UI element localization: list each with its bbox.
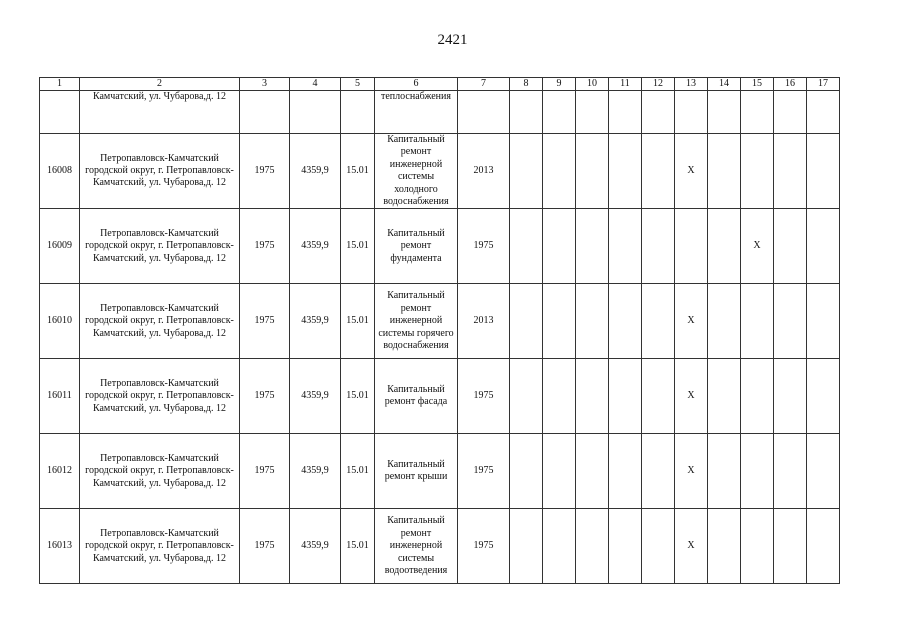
cell-year: 1975 — [458, 359, 510, 434]
cell-mark — [807, 134, 840, 209]
cell-work: теплоснабжения — [375, 91, 458, 134]
cell-mark — [510, 91, 543, 134]
cell-mark — [609, 91, 642, 134]
cell-code: 15.01 — [341, 359, 375, 434]
cell-mark — [741, 134, 774, 209]
table-row — [40, 209, 840, 284]
cell-mark — [642, 359, 675, 434]
cell-mark — [576, 434, 609, 509]
cell-mark — [774, 134, 807, 209]
cell-mark — [576, 509, 609, 584]
table-row — [40, 91, 840, 134]
cell-mark — [609, 134, 642, 209]
cell-address: Петропавловск-Камчатский городской округ, г. Петропавловск-Камчатский, ул. Чубарова,д. 12 — [80, 284, 240, 359]
cell-mark — [576, 134, 609, 209]
cell-code: 15.01 — [341, 509, 375, 584]
cell-code: 15.01 — [341, 134, 375, 209]
cell-area: 4359,9 — [290, 434, 341, 509]
cell-year-built: 1975 — [240, 284, 290, 359]
cell-mark — [708, 509, 741, 584]
cell-mark — [774, 209, 807, 284]
cell-year — [458, 91, 510, 134]
cell-mark — [642, 434, 675, 509]
cell-mark — [774, 91, 807, 134]
cell-mark — [609, 509, 642, 584]
cell-year-built: 1975 — [240, 359, 290, 434]
cell-address: Петропавловск-Камчатский городской округ, г. Петропавловск-Камчатский, ул. Чубарова,д. 12 — [80, 209, 240, 284]
cell-mark — [741, 434, 774, 509]
cell-id: 16008 — [40, 134, 80, 209]
cell-code — [341, 91, 375, 134]
column-header: 15 — [741, 78, 774, 91]
table-row — [40, 359, 840, 434]
cell-mark: X — [675, 434, 708, 509]
cell-mark — [807, 284, 840, 359]
cell-mark — [807, 434, 840, 509]
cell-mark: X — [675, 134, 708, 209]
cell-address: Петропавловск-Камчатский городской округ, г. Петропавловск-Камчатский, ул. Чубарова,д. 12 — [80, 134, 240, 209]
cell-mark — [807, 91, 840, 134]
cell-mark — [543, 359, 576, 434]
column-header: 2 — [80, 78, 240, 91]
cell-mark — [774, 434, 807, 509]
cell-address: Петропавловск-Камчатский городской округ, г. Петропавловск-Камчатский, ул. Чубарова,д. 12 — [80, 359, 240, 434]
cell-mark — [708, 91, 741, 134]
cell-year-built — [240, 91, 290, 134]
cell-year: 1975 — [458, 434, 510, 509]
column-header: 11 — [609, 78, 642, 91]
cell-mark — [543, 91, 576, 134]
cell-mark — [708, 134, 741, 209]
cell-mark — [543, 284, 576, 359]
cell-mark — [708, 284, 741, 359]
table-row — [40, 284, 840, 359]
cell-code: 15.01 — [341, 434, 375, 509]
column-header: 14 — [708, 78, 741, 91]
column-header: 16 — [774, 78, 807, 91]
cell-mark — [576, 209, 609, 284]
cell-mark — [675, 209, 708, 284]
cell-mark — [741, 359, 774, 434]
cell-id — [40, 91, 80, 134]
page-number: 2421 — [437, 32, 468, 48]
cell-mark — [642, 209, 675, 284]
cell-year-built: 1975 — [240, 134, 290, 209]
cell-mark — [774, 359, 807, 434]
column-header: 7 — [458, 78, 510, 91]
cell-id: 16011 — [40, 359, 80, 434]
cell-mark — [609, 359, 642, 434]
cell-mark — [510, 134, 543, 209]
cell-mark — [576, 91, 609, 134]
cell-id: 16009 — [40, 209, 80, 284]
header-row — [40, 78, 840, 91]
cell-mark — [609, 209, 642, 284]
cell-address: Петропавловск-Камчатский городской округ, г. Петропавловск-Камчатский, ул. Чубарова,д. 12 — [80, 434, 240, 509]
cell-mark — [609, 434, 642, 509]
cell-mark: X — [675, 359, 708, 434]
cell-mark: X — [675, 509, 708, 584]
cell-id: 16010 — [40, 284, 80, 359]
cell-mark — [510, 284, 543, 359]
column-header: 17 — [807, 78, 840, 91]
column-header: 4 — [290, 78, 341, 91]
table-row — [40, 434, 840, 509]
cell-mark — [708, 359, 741, 434]
cell-mark — [675, 91, 708, 134]
column-header: 6 — [375, 78, 458, 91]
column-header: 12 — [642, 78, 675, 91]
cell-mark — [609, 284, 642, 359]
cell-area: 4359,9 — [290, 359, 341, 434]
cell-address: Петропавловск-Камчатский городской округ, г. Петропавловск-Камчатский, ул. Чубарова,д. 12 — [80, 509, 240, 584]
column-header: 3 — [240, 78, 290, 91]
cell-mark — [642, 509, 675, 584]
cell-address: Камчатский, ул. Чубарова,д. 12 — [80, 91, 240, 134]
column-header: 10 — [576, 78, 609, 91]
cell-work: Капитальный ремонт фасада — [375, 359, 458, 434]
table-row — [40, 134, 840, 209]
cell-id: 16013 — [40, 509, 80, 584]
cell-code: 15.01 — [341, 209, 375, 284]
cell-work: Капитальный ремонт инженерной системы холодного водоснабжения — [375, 134, 458, 209]
cell-year-built: 1975 — [240, 509, 290, 584]
cell-id: 16012 — [40, 434, 80, 509]
cell-area: 4359,9 — [290, 134, 341, 209]
cell-mark: X — [675, 284, 708, 359]
registry-table — [39, 77, 840, 584]
cell-mark — [543, 134, 576, 209]
cell-work: Капитальный ремонт инженерной системы водоотведения — [375, 509, 458, 584]
cell-mark — [774, 509, 807, 584]
cell-mark — [642, 134, 675, 209]
cell-mark — [708, 209, 741, 284]
cell-mark: X — [741, 209, 774, 284]
cell-mark — [543, 209, 576, 284]
cell-work: Капитальный ремонт фундамента — [375, 209, 458, 284]
cell-mark — [510, 209, 543, 284]
cell-mark — [642, 91, 675, 134]
cell-mark — [543, 434, 576, 509]
column-header: 8 — [510, 78, 543, 91]
cell-mark — [543, 509, 576, 584]
cell-year-built: 1975 — [240, 209, 290, 284]
cell-year: 2013 — [458, 284, 510, 359]
cell-mark — [741, 284, 774, 359]
cell-area — [290, 91, 341, 134]
cell-area: 4359,9 — [290, 284, 341, 359]
cell-mark — [774, 284, 807, 359]
cell-mark — [708, 434, 741, 509]
cell-year-built: 1975 — [240, 434, 290, 509]
column-header: 1 — [40, 78, 80, 91]
cell-mark — [807, 209, 840, 284]
cell-year: 1975 — [458, 509, 510, 584]
cell-mark — [576, 284, 609, 359]
cell-year: 2013 — [458, 134, 510, 209]
cell-work: Капитальный ремонт крыши — [375, 434, 458, 509]
cell-mark — [510, 434, 543, 509]
cell-area: 4359,9 — [290, 209, 341, 284]
cell-area: 4359,9 — [290, 509, 341, 584]
cell-mark — [807, 509, 840, 584]
cell-mark — [807, 359, 840, 434]
cell-mark — [642, 284, 675, 359]
cell-mark — [510, 509, 543, 584]
cell-mark — [741, 509, 774, 584]
table-row — [40, 509, 840, 584]
cell-work: Капитальный ремонт инженерной системы горячего водоснабжения — [375, 284, 458, 359]
cell-mark — [510, 359, 543, 434]
cell-mark — [741, 91, 774, 134]
cell-year: 1975 — [458, 209, 510, 284]
column-header: 13 — [675, 78, 708, 91]
cell-code: 15.01 — [341, 284, 375, 359]
cell-mark — [576, 359, 609, 434]
column-header: 9 — [543, 78, 576, 91]
column-header: 5 — [341, 78, 375, 91]
